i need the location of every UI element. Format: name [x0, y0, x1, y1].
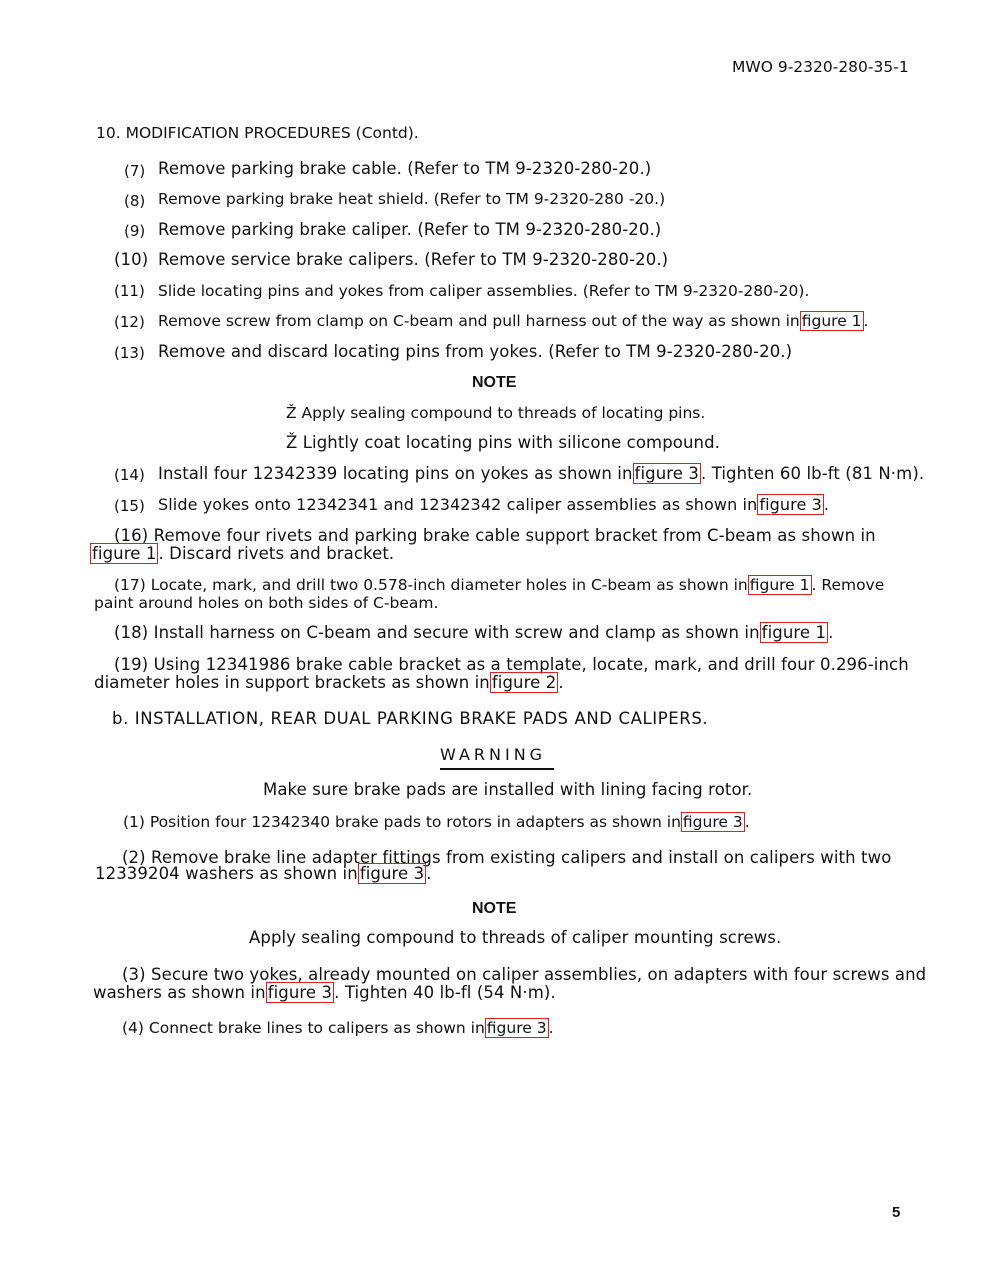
step-text-line-1: (19) Using 12341986 brake cable bracket as a template, locate, mark, and drill four 0.296-inch [114, 655, 909, 674]
step-text-line: Install four 12342339 locating pins on yokes as shown in figure 3 . Tighten 60 lb-ft (81 N·m). [158, 464, 925, 483]
step-text-line: Slide yokes onto 12342341 and 12342342 caliper assemblies as shown in figure 3 . [158, 495, 830, 514]
figure-2-link[interactable]: figure 2 [491, 673, 557, 692]
warning-text: Make sure brake pads are installed with lining facing rotor. [263, 780, 753, 799]
note-bullet-1: Ž Apply sealing compound to threads of locating pins. [286, 404, 706, 422]
document-id: MWO 9-2320-280-35-1 [732, 58, 909, 76]
step-text-line: Remove screw from clamp on C-beam and pull harness out of the way as shown in figure 1 . [158, 312, 869, 330]
step-text: Remove screw from clamp on C-beam and pull harness out of the way as shown in [158, 312, 800, 330]
step-text-line: (1) Position four 12342340 brake pads to rotors in adapters as shown in figure 3 . [123, 813, 750, 831]
step-number: (11) [114, 282, 145, 300]
section-b-title: b. INSTALLATION, REAR DUAL PARKING BRAKE PADS AND CALIPERS. [112, 709, 709, 728]
step-number: (15) [114, 497, 145, 515]
warning-label: WARNING [440, 745, 547, 764]
figure-1-link[interactable]: figure 1 [749, 576, 810, 594]
step-number: (13) [114, 344, 145, 362]
step-text-line-2: diameter holes in support brackets as shown in figure 2 . [94, 673, 564, 692]
step-text-line-1: (17) Locate, mark, and drill two 0.578-inch diameter holes in C-beam as shown in figure 1 . Remove [114, 576, 885, 594]
step-number: (8) [124, 192, 146, 210]
step-text-line: (4) Connect brake lines to calipers as shown in figure 3 . [122, 1019, 554, 1037]
figure-3-link[interactable]: figure 3 [359, 864, 425, 883]
note-bullet-2: Ž Lightly coat locating pins with silicone compound. [286, 433, 721, 452]
figure-3-link[interactable]: figure 3 [486, 1019, 547, 1037]
step-number: (9) [124, 222, 146, 240]
step-text-line-2: paint around holes on both sides of C-beam. [94, 594, 439, 612]
step-text-line-2: 12339204 washers as shown in figure 3 . [95, 864, 432, 883]
step-text-line-2: washers as shown in figure 3 . Tighten 40 lb-fl (54 N·m). [93, 983, 556, 1002]
step-text: Slide locating pins and yokes from caliper assemblies. (Refer to TM 9-2320-280-20). [158, 282, 810, 300]
page-number: 5 [892, 1204, 901, 1221]
figure-1-link[interactable]: figure 1 [92, 544, 157, 563]
note-text-2: Apply sealing compound to threads of caliper mounting screws. [249, 928, 782, 947]
note-label-2: NOTE [472, 900, 517, 917]
step-text: Remove parking brake caliper. (Refer to TM 9-2320-280-20.) [158, 220, 662, 239]
figure-3-link[interactable]: figure 3 [759, 495, 822, 514]
step-text-line: (18) Install harness on C-beam and secure with screw and clamp as shown in figure 1 . [114, 623, 834, 642]
figure-3-link[interactable]: figure 3 [682, 813, 743, 831]
note-label: NOTE [472, 374, 517, 391]
step-text: Remove parking brake cable. (Refer to TM 9-2320-280-20.) [158, 159, 652, 178]
step-text-line-1: (3) Secure two yokes, already mounted on caliper assemblies, on adapters with four screws and [122, 965, 927, 984]
step-text: Remove and discard locating pins from yokes. (Refer to TM 9-2320-280-20.) [158, 342, 793, 361]
step-number: (10) [114, 250, 149, 269]
step-number: (12) [114, 313, 145, 331]
step-text-line-1: (16) Remove four rivets and parking brake cable support bracket from C-beam as shown in [114, 526, 876, 545]
figure-3-link[interactable]: figure 3 [634, 464, 699, 483]
section-title: 10. MODIFICATION PROCEDURES (Contd). [96, 124, 419, 142]
figure-1-link[interactable]: figure 1 [761, 623, 827, 642]
step-text: Remove parking brake heat shield. (Refer to TM 9-2320-280 -20.) [158, 190, 666, 208]
step-text-line-1: (2) Remove brake line adapter fittings from existing calipers and install on calipers with two [122, 848, 892, 867]
step-text-line-2: figure 1 . Discard rivets and bracket. [92, 544, 395, 563]
step-number: (14) [114, 466, 145, 484]
warning-underline [440, 768, 554, 770]
step-text: Remove service brake calipers. (Refer to TM 9-2320-280-20.) [158, 250, 669, 269]
figure-3-link[interactable]: figure 3 [267, 983, 333, 1002]
figure-1-link[interactable]: figure 1 [801, 312, 862, 330]
step-number: (7) [124, 162, 146, 180]
